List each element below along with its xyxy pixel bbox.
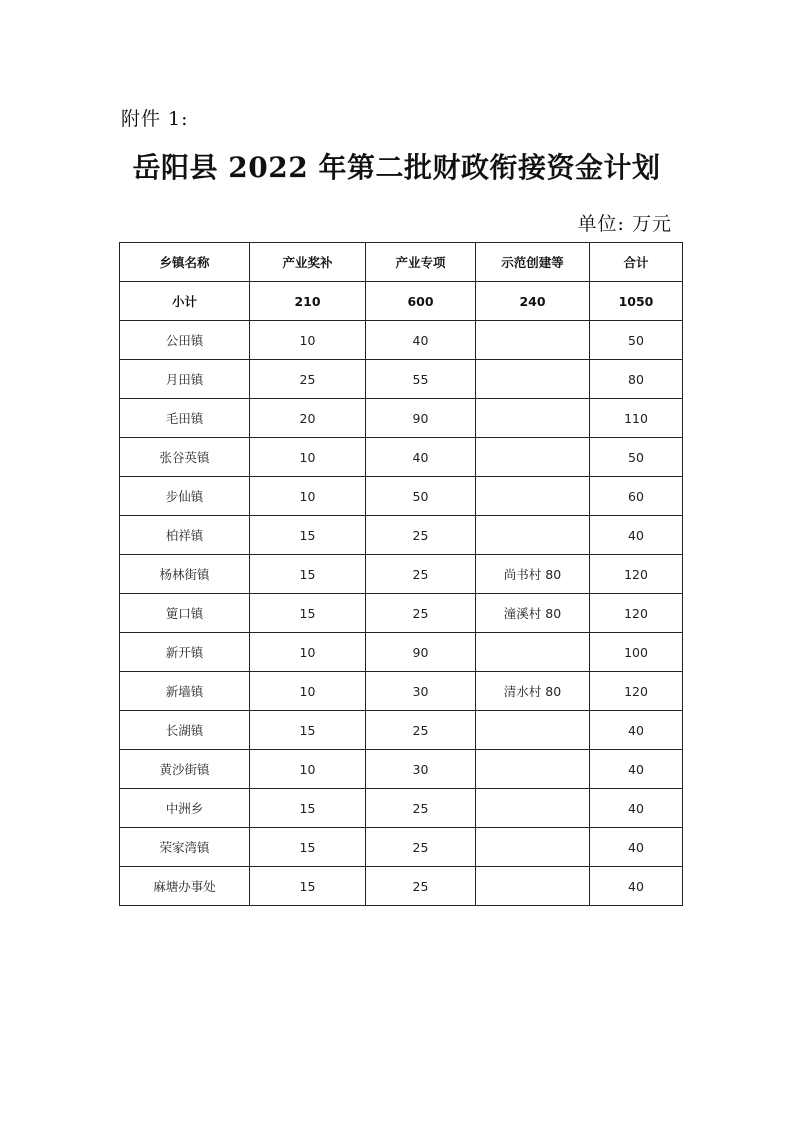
industry-special-cell: 25 [366, 516, 476, 555]
subtotal-industry-subsidy: 210 [250, 282, 366, 321]
subtotal-label: 小计 [120, 282, 250, 321]
attachment-label: 附件 1: [121, 108, 189, 130]
subtotal-row [120, 282, 683, 321]
table-row [120, 516, 683, 555]
table-row [120, 633, 683, 672]
total-cell: 50 [590, 438, 683, 477]
demonstration-cell [476, 399, 590, 438]
table-row [120, 321, 683, 360]
table-row [120, 360, 683, 399]
township-cell: 公田镇 [120, 321, 250, 360]
industry-special-cell: 90 [366, 399, 476, 438]
industry-special-cell: 25 [366, 789, 476, 828]
total-cell: 120 [590, 555, 683, 594]
demonstration-cell [476, 828, 590, 867]
township-cell: 筻口镇 [120, 594, 250, 633]
header-demonstration: 示范创建等 [476, 243, 590, 282]
subtotal-demonstration: 240 [476, 282, 590, 321]
total-cell: 40 [590, 750, 683, 789]
header-industry-special: 产业专项 [366, 243, 476, 282]
header-township: 乡镇名称 [120, 243, 250, 282]
demonstration-cell [476, 516, 590, 555]
document-title: 岳阳县 2022 年第二批财政衔接资金计划 [132, 151, 661, 184]
total-cell: 40 [590, 828, 683, 867]
table-row [120, 555, 683, 594]
header-industry-subsidy: 产业奖补 [250, 243, 366, 282]
total-cell: 80 [590, 360, 683, 399]
table-row [120, 750, 683, 789]
header-total: 合计 [590, 243, 683, 282]
table-row [120, 867, 683, 906]
table-row [120, 399, 683, 438]
township-cell: 新开镇 [120, 633, 250, 672]
subtotal-industry-special: 600 [366, 282, 476, 321]
table-row [120, 711, 683, 750]
township-cell: 麻塘办事处 [120, 867, 250, 906]
industry-special-cell: 30 [366, 672, 476, 711]
demonstration-cell [476, 321, 590, 360]
industry-subsidy-cell: 10 [250, 321, 366, 360]
table-row [120, 477, 683, 516]
industry-subsidy-cell: 15 [250, 516, 366, 555]
demonstration-cell [476, 360, 590, 399]
demonstration-cell [476, 789, 590, 828]
subtotal-total: 1050 [590, 282, 683, 321]
industry-subsidy-cell: 15 [250, 555, 366, 594]
industry-special-cell: 40 [366, 438, 476, 477]
demonstration-cell: 清水村 80 [476, 672, 590, 711]
industry-subsidy-cell: 10 [250, 438, 366, 477]
township-cell: 毛田镇 [120, 399, 250, 438]
demonstration-cell [476, 477, 590, 516]
industry-special-cell: 25 [366, 594, 476, 633]
table-row [120, 672, 683, 711]
total-cell: 40 [590, 867, 683, 906]
total-cell: 40 [590, 516, 683, 555]
industry-special-cell: 55 [366, 360, 476, 399]
demonstration-cell [476, 633, 590, 672]
demonstration-cell [476, 438, 590, 477]
table-row [120, 789, 683, 828]
industry-special-cell: 90 [366, 633, 476, 672]
township-cell: 黄沙街镇 [120, 750, 250, 789]
total-cell: 50 [590, 321, 683, 360]
table-header-row [120, 243, 683, 282]
demonstration-cell [476, 711, 590, 750]
industry-subsidy-cell: 10 [250, 633, 366, 672]
industry-subsidy-cell: 10 [250, 672, 366, 711]
township-cell: 杨林街镇 [120, 555, 250, 594]
table-body [120, 282, 683, 906]
township-cell: 柏祥镇 [120, 516, 250, 555]
township-cell: 步仙镇 [120, 477, 250, 516]
unit-label: 单位: 万元 [577, 213, 672, 235]
demonstration-cell: 潼溪村 80 [476, 594, 590, 633]
total-cell: 60 [590, 477, 683, 516]
industry-subsidy-cell: 15 [250, 867, 366, 906]
demonstration-cell: 尚书村 80 [476, 555, 590, 594]
total-cell: 120 [590, 594, 683, 633]
township-cell: 荣家湾镇 [120, 828, 250, 867]
demonstration-cell [476, 750, 590, 789]
table-row [120, 594, 683, 633]
industry-special-cell: 30 [366, 750, 476, 789]
funding-plan-table [119, 242, 683, 906]
total-cell: 40 [590, 711, 683, 750]
industry-subsidy-cell: 25 [250, 360, 366, 399]
township-cell: 月田镇 [120, 360, 250, 399]
industry-special-cell: 40 [366, 321, 476, 360]
township-cell: 张谷英镇 [120, 438, 250, 477]
township-cell: 新墙镇 [120, 672, 250, 711]
total-cell: 120 [590, 672, 683, 711]
township-cell: 长湖镇 [120, 711, 250, 750]
total-cell: 40 [590, 789, 683, 828]
industry-subsidy-cell: 15 [250, 828, 366, 867]
total-cell: 100 [590, 633, 683, 672]
industry-subsidy-cell: 15 [250, 594, 366, 633]
industry-special-cell: 50 [366, 477, 476, 516]
industry-special-cell: 25 [366, 711, 476, 750]
industry-subsidy-cell: 10 [250, 477, 366, 516]
industry-subsidy-cell: 10 [250, 750, 366, 789]
township-cell: 中洲乡 [120, 789, 250, 828]
demonstration-cell [476, 867, 590, 906]
table-row [120, 438, 683, 477]
industry-subsidy-cell: 15 [250, 711, 366, 750]
industry-special-cell: 25 [366, 867, 476, 906]
total-cell: 110 [590, 399, 683, 438]
industry-special-cell: 25 [366, 828, 476, 867]
industry-subsidy-cell: 15 [250, 789, 366, 828]
table-row [120, 828, 683, 867]
industry-subsidy-cell: 20 [250, 399, 366, 438]
industry-special-cell: 25 [366, 555, 476, 594]
